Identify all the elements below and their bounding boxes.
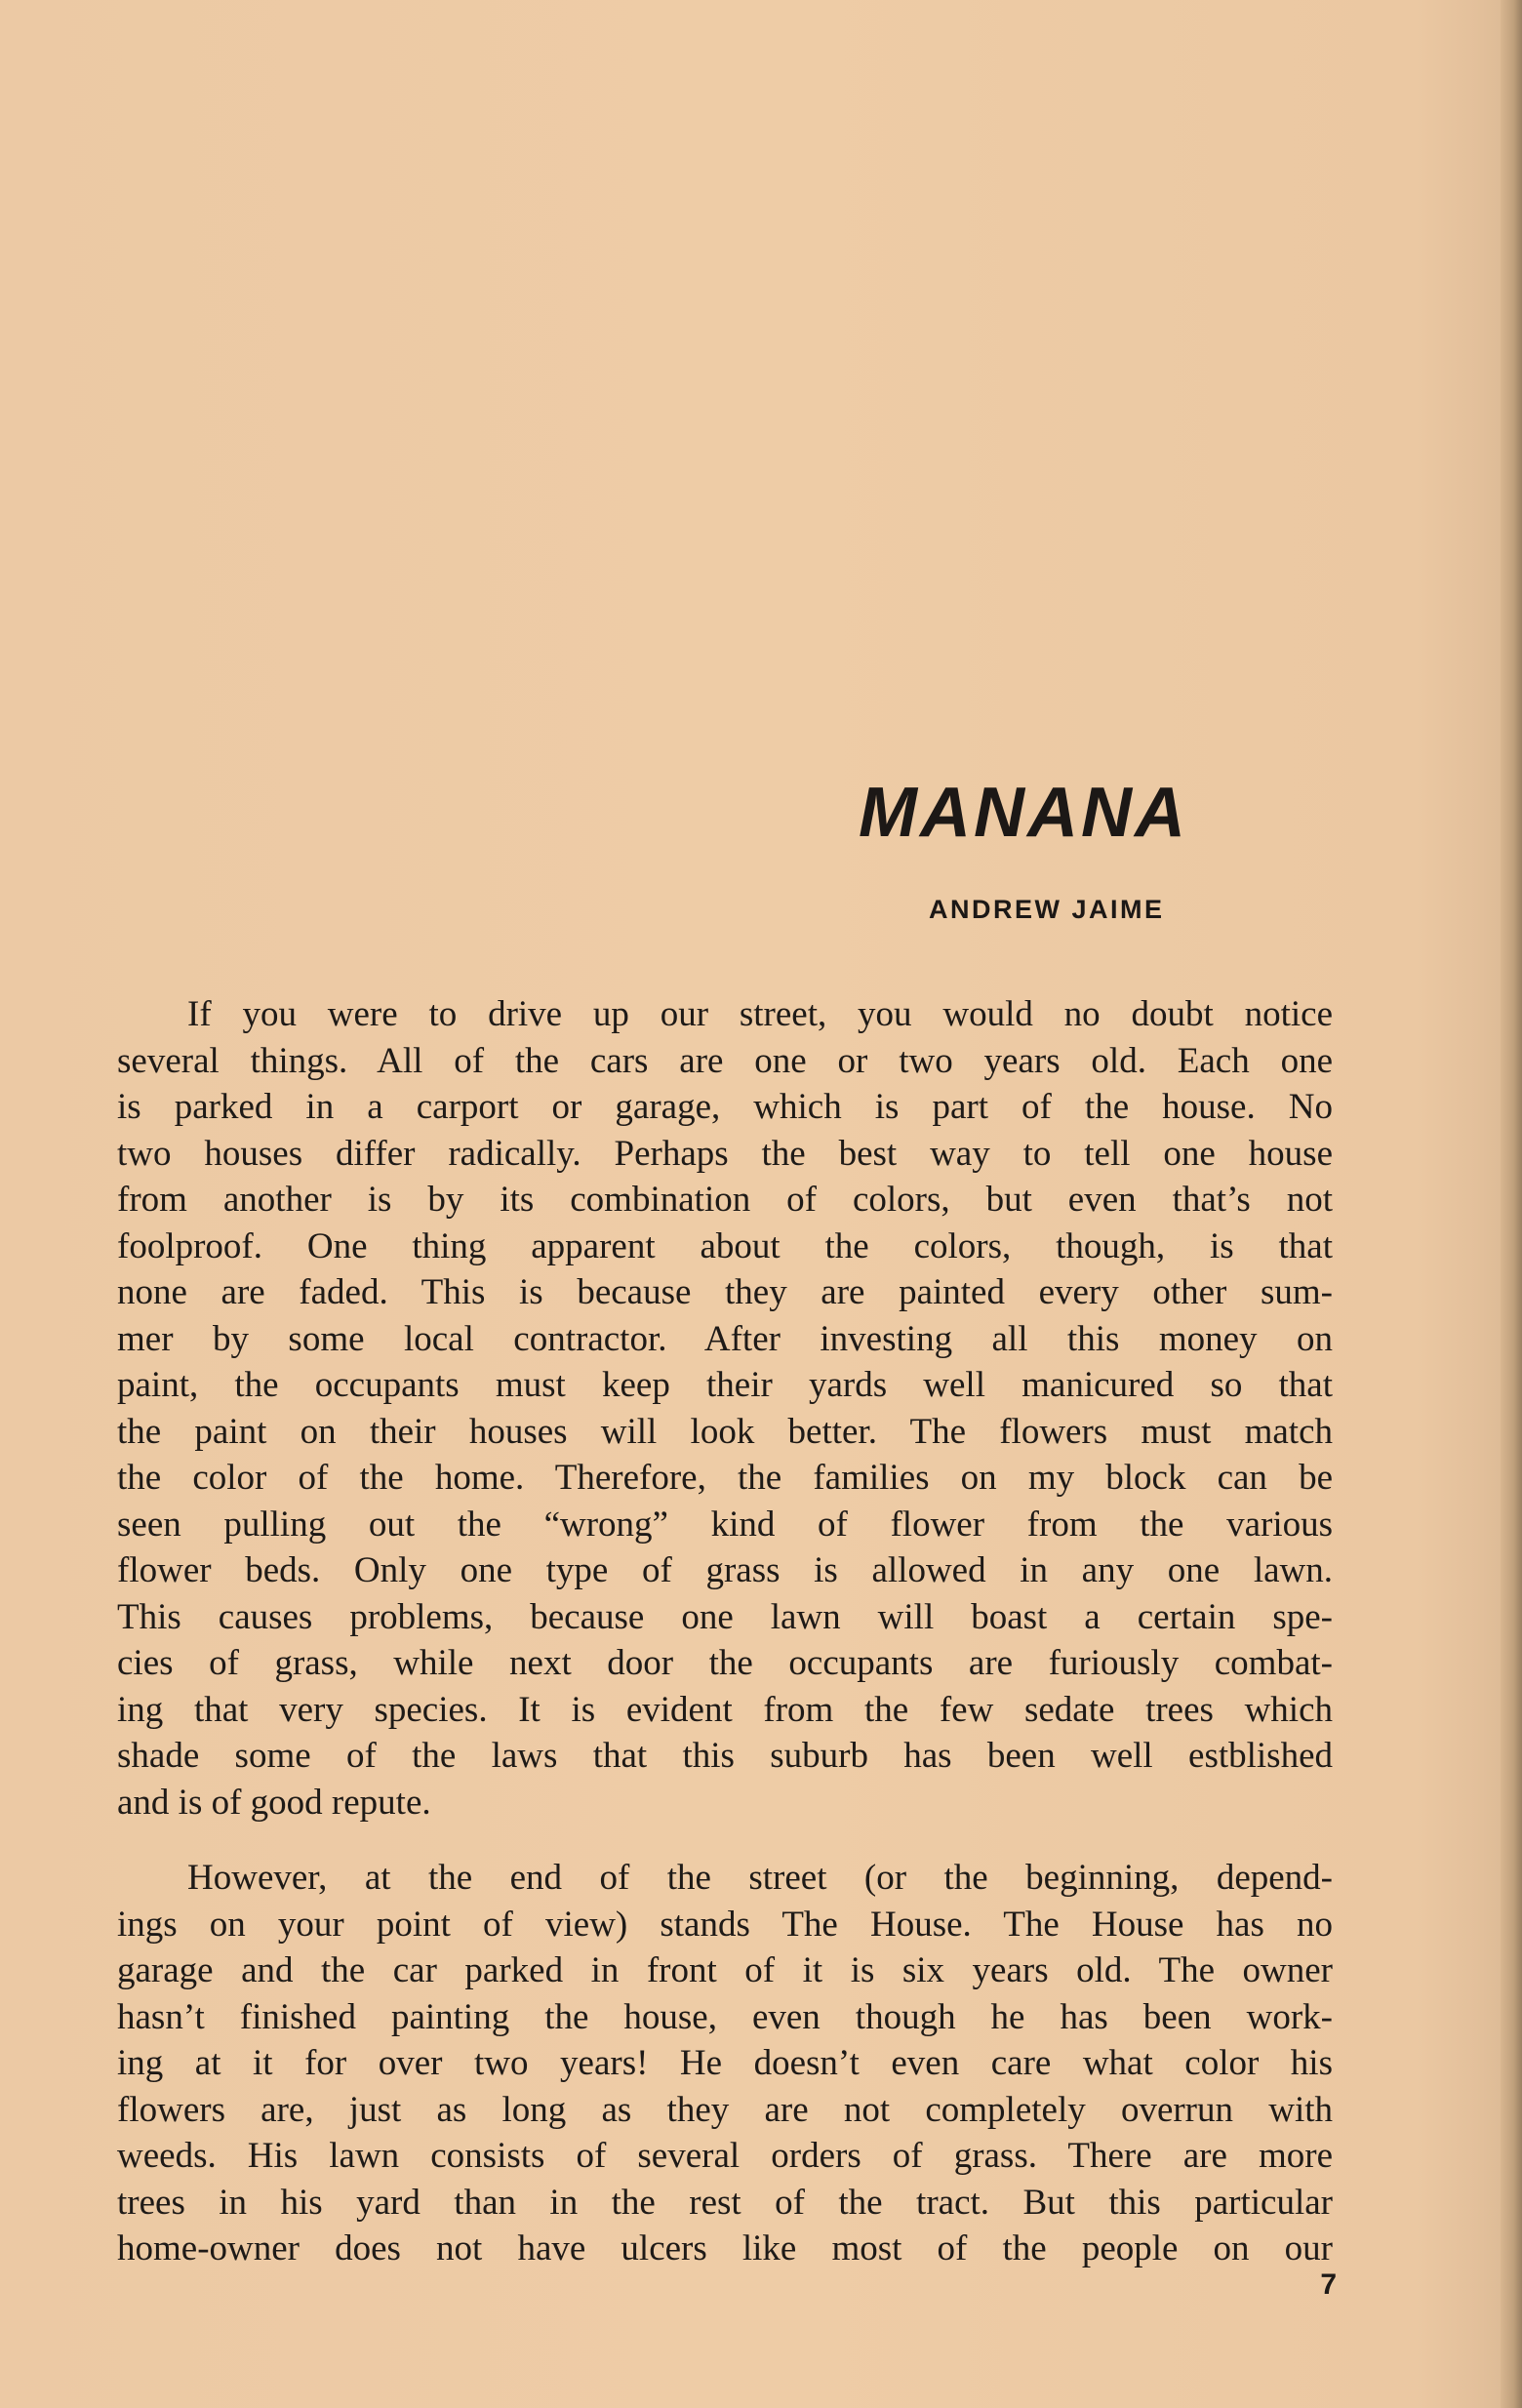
article-title: MANANA <box>859 774 1188 852</box>
text-line: foolproof. One thing apparent about the colors, though, is that <box>117 1225 1333 1266</box>
text-line: paint, the occupants must keep their yards well manicured so that <box>117 1365 1333 1405</box>
text-line: is parked in a carport or garage, which is part of the house. No <box>117 1087 1333 1127</box>
text-line: and is of good repute. <box>117 1782 431 1823</box>
text-line: mer by some local contractor. After investing all this money on <box>117 1318 1333 1359</box>
paragraph-1 <box>117 991 1333 1826</box>
paragraph-spacer <box>117 1826 1333 1855</box>
text-line: If you were to drive up our street, you would no doubt notice <box>187 994 1333 1034</box>
text-line: garage and the car parked in front of it is six years old. The owner <box>117 1950 1333 1990</box>
text-line: home-owner does not have ulcers like most of the people on our <box>117 2228 1333 2268</box>
text-line: ing at it for over two years! He doesn’t even care what color his <box>117 2043 1333 2083</box>
text-line: ing that very species. It is evident from the few sedate trees which <box>117 1689 1333 1730</box>
text-line: several things. All of the cars are one or two years old. Each one <box>117 1040 1333 1081</box>
text-line: However, at the end of the street (or the beginning, depend- <box>187 1858 1333 1898</box>
text-line: the paint on their houses will look better. The flowers must match <box>117 1411 1333 1452</box>
text-line: This causes problems, because one lawn will boast a certain spe- <box>117 1596 1333 1637</box>
article-author: ANDREW JAIME <box>929 895 1165 924</box>
text-line: seen pulling out the “wrong” kind of flower from the various <box>117 1504 1333 1545</box>
text-line: trees in his yard than in the rest of the tract. But this particular <box>117 2182 1333 2223</box>
article-body <box>117 991 1333 2272</box>
text-line: shade some of the laws that this suburb has been well estblished <box>117 1736 1333 1776</box>
text-line: from another is by its combination of colors, but even that’s not <box>117 1180 1333 1220</box>
page-binding-edge <box>1501 0 1522 2408</box>
text-line: two houses differ radically. Perhaps the best way to tell one house <box>117 1133 1333 1174</box>
text-line: flower beds. Only one type of grass is allowed in any one lawn. <box>117 1550 1333 1590</box>
text-line: flowers are, just as long as they are not completely overrun with <box>117 2089 1333 2130</box>
text-line: hasn’t finished painting the house, even though he has been work- <box>117 1996 1333 2037</box>
text-line: none are faded. This is because they are painted every other sum- <box>117 1272 1333 1312</box>
text-line: the color of the home. Therefore, the families on my block can be <box>117 1458 1333 1498</box>
text-line: weeds. His lawn consists of several orders of grass. There are more <box>117 2136 1333 2176</box>
text-line: cies of grass, while next door the occupants are furiously combat- <box>117 1643 1333 1683</box>
page-number: 7 <box>1320 2268 1337 2301</box>
text-line: ings on your point of view) stands The House. The House has no <box>117 1904 1333 1945</box>
paragraph-2 <box>117 1855 1333 2272</box>
